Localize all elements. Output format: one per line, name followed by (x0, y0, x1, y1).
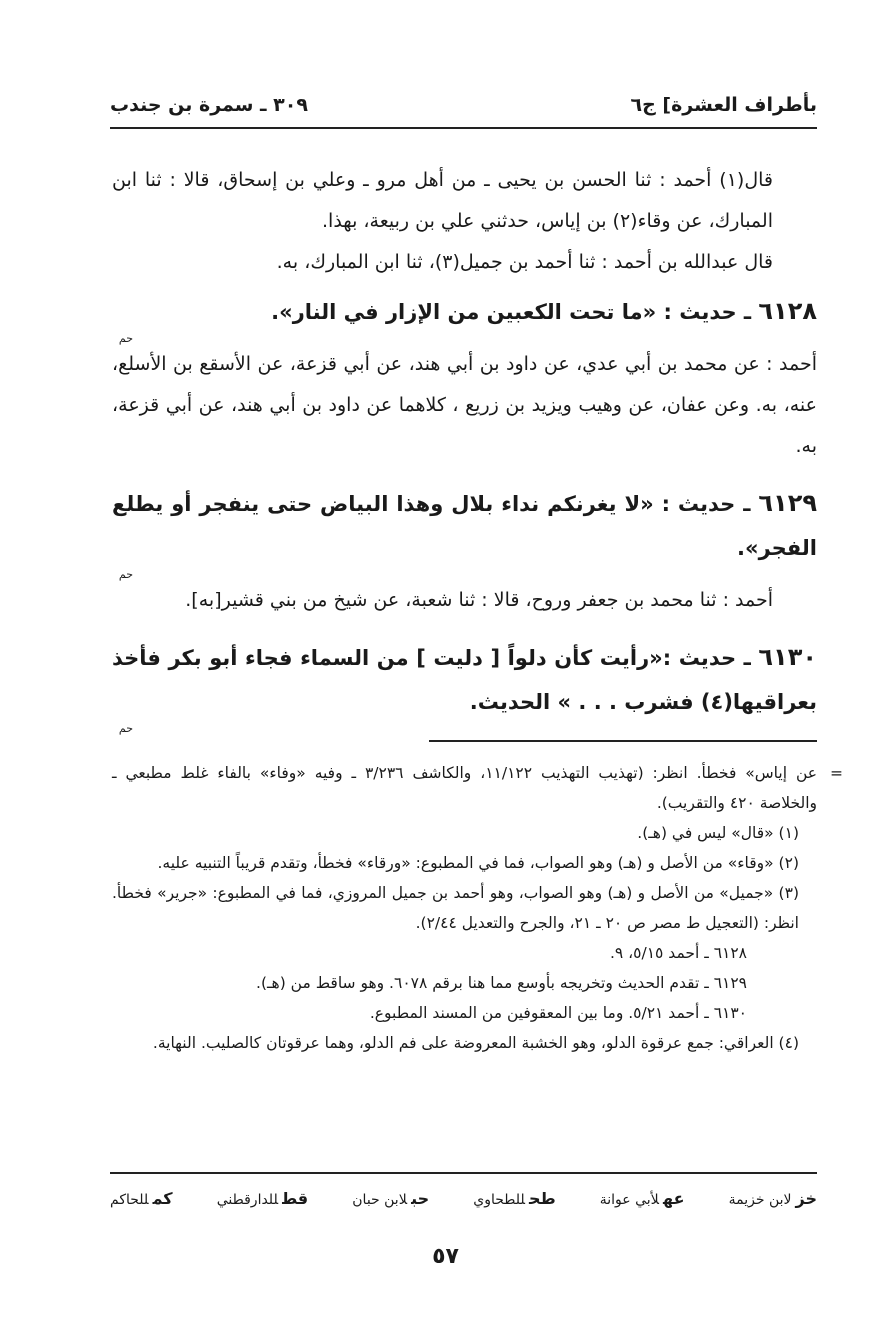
takhrij-note-6130: ٦١٣٠ ـ أحمد ٥/٢١. وما بين المعقوفين من المسند المطبوع. (369, 1004, 747, 1022)
legend-divider (110, 1172, 817, 1174)
hadith-6129 (112, 481, 817, 570)
hadith-text: ـ حديث : «ما تحت الكعبين من الإزار في النار». (271, 300, 752, 324)
footnote-continuation-text: عن إياس» فخطأ. انظر: (تهذيب التهذيب ١١/١٢٢، والكاشف ٣/٢٣٦ ـ وفيه «وفاء» بالفاء غلط مطبعي ـ والخلاصة ٤٢٠ والتقريب). (112, 764, 817, 812)
paragraph-isnad-2: قال عبدالله بن أحمد : ثنا أحمد بن جميل(٣)، ثنا ابن المبارك، به. (276, 251, 773, 273)
footnote-divider (429, 740, 817, 742)
takhrij-note-6129: ٦١٢٩ ـ تقدم الحديث وتخريجه بأوسع مما هنا برقم ٦٠٧٨. وهو ساقط من (هـ). (256, 974, 747, 992)
page-number: ٥٧ (432, 1244, 459, 1269)
footnote-3: (٣) «جميل» من الأصل و (هـ) وهو الصواب، وهو أحمد بن جميل المروزي، فما في المطبوع: «جرير» فخطأ. انظر: (التعجيل ط مصر ص ٢٠ ـ ٢١، والجرح والتعديل ٢/٤٤). (112, 884, 799, 932)
header-section-title: ٣٠٩ ـ سمرة بن جندب (110, 94, 308, 116)
header-book-title: بأطراف العشرة] ج٦ (630, 94, 817, 116)
takhrij-note-6128: ٦١٢٨ ـ أحمد ٥/١٥، ٩. (609, 944, 747, 962)
continuation-mark: = (830, 764, 843, 782)
legend-item: عهلأبي عوانة (599, 1189, 685, 1208)
hadith-6128 (112, 289, 817, 334)
main-text (112, 160, 817, 734)
legend-item: قطللدارقطني (216, 1189, 309, 1208)
paragraph-takhrij-6129: أحمد : ثنا محمد بن جعفر وروح، قالا : ثنا شعبة، عن شيخ من بني قشير[به]. (185, 589, 773, 611)
hadith-number: ٦١٢٨ (758, 297, 817, 325)
source-mark: حم (118, 568, 133, 581)
source-mark: حم (118, 332, 133, 345)
header-divider (110, 127, 817, 129)
footnote-1: (١) «قال» ليس في (هـ). (637, 824, 799, 842)
hadith-6130 (112, 635, 817, 724)
abbreviation-legend (110, 1186, 817, 1213)
hadith-text: ـ حديث : «لا يغرنكم نداء بلال وهذا البياض حتى ينفجر أو يطلع الفجر». (112, 492, 817, 560)
footnotes (112, 758, 843, 1058)
legend-item: حبلابن حبان (352, 1189, 430, 1208)
legend-item: طحللطحاوي (473, 1189, 556, 1208)
legend-item: كمللحاكم (110, 1189, 173, 1208)
paragraph-takhrij-6128: أحمد : عن محمد بن أبي عدي، عن داود بن أبي هند، عن أبي قزعة، عن الأسقع بن الأسلع، عنه، به. وعن عفان، عن وهيب ويزيد بن زريع ، كلاهما عن داود بن أبي هند، عن أبي قزعة، به. (112, 353, 817, 457)
hadith-text: ـ حديث :«رأيت كأن دلواً [ دليت ] من السماء فجاء أبو بكر فأخذ بعراقيها(٤) فشرب . . . » الحديث. (112, 646, 817, 714)
hadith-number: ٦١٢٩ (758, 489, 817, 517)
footnote-continuation (112, 758, 843, 818)
running-header (110, 82, 817, 116)
source-mark: حم (118, 722, 133, 735)
paragraph-isnad-1: قال(١) أحمد : ثنا الحسن بن يحيى ـ من أهل مرو ـ وعلي بن إسحاق، قالا : ثنا ابن المبارك، عن وقاء(٢) بن إياس، حدثني علي بن ربيعة، بهذا. (112, 169, 773, 232)
legend-item: خزلابن خزيمة (728, 1189, 817, 1208)
footnote-2: (٢) «وقاء» من الأصل و (هـ) وهو الصواب، فما في المطبوع: «ورقاء» فخطأ، وتقدم قريباً التنبيه عليه. (157, 854, 799, 872)
footnote-4: (٤) العراقي: جمع عرقوة الدلو، وهو الخشبة المعروضة على فم الدلو، وهما عرقوتان كالصليب. النهاية. (152, 1034, 799, 1052)
hadith-number: ٦١٣٠ (758, 643, 817, 671)
